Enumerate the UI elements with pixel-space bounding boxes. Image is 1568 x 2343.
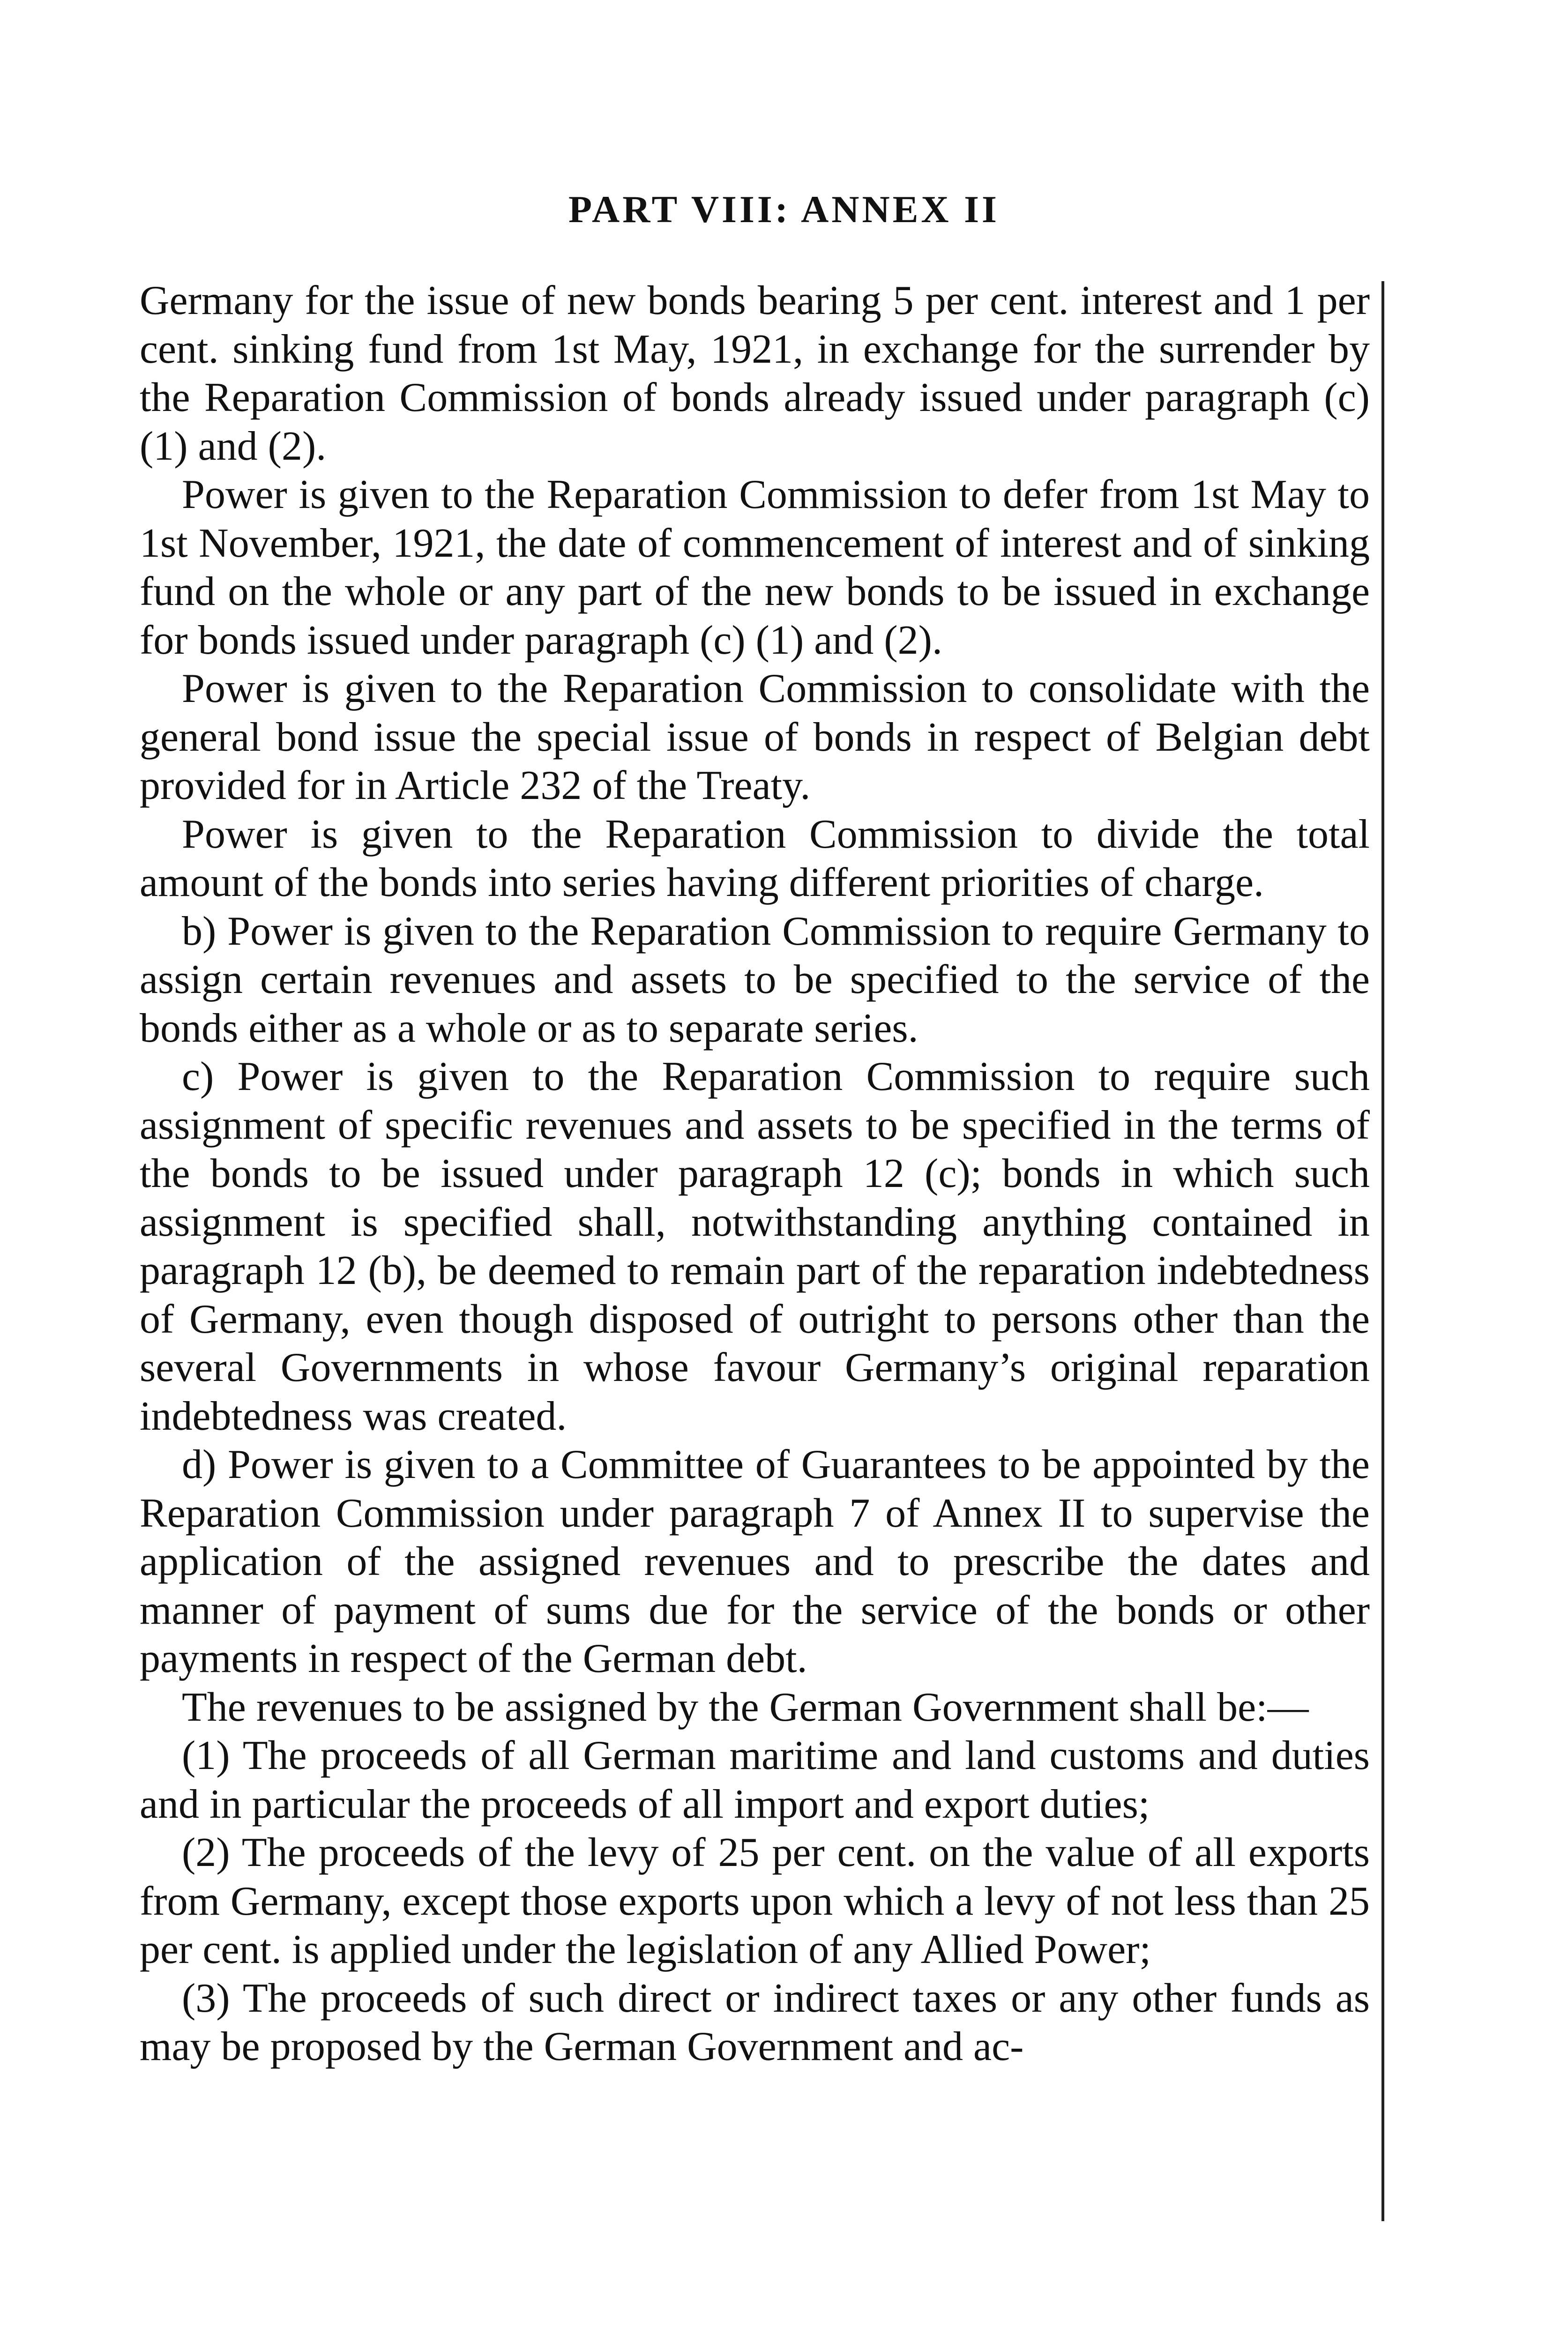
paragraph-revenues-intro: The revenues to be assigned by the German Government shall be:—: [182, 1684, 1309, 1730]
paragraph-defer-interest: Power is given to the Reparation Commission to defer from 1st May to 1st November, 1921, the date of commencement of interest and of sinking fund on the whole or any part of the new bonds to be issued in exchange for bonds issued under paragraph (c) (1) and (2).: [140, 472, 1370, 663]
paragraph-consolidate-belgian-debt: Power is given to the Reparation Commission to consolidate with the general bond issue the special issue of bonds in respect of Belgian debt provided for in Article 232 of the Treaty.: [140, 666, 1370, 808]
paragraph-b-assign-revenues: b) Power is given to the Reparation Commission to require Germany to assign certain revenues and assets to be specified to the service of the bonds either as a whole or as to separate series.: [140, 908, 1370, 1051]
list-item-customs: (1) The proceeds of all German maritime and land customs and duties and in particular the proceeds of all import and export duties;: [140, 1733, 1370, 1827]
running-head: PART VIII: ANNEX II: [568, 188, 1000, 231]
paragraph-continuation: Germany for the issue of new bonds bearing 5 per cent. interest and 1 per cent. sinking fund from 1st May, 1921, in exchange for the surrender by the Reparation Commission of bonds already issued under paragraph (c) (1) and (2).: [140, 278, 1370, 469]
list-item-export-levy: (2) The proceeds of the levy of 25 per cent. on the value of all exports from Germany, except those exports upon which a levy of not less than 25 per cent. is applied under the legislation of any Allied Power;: [140, 1830, 1370, 1972]
list-item-taxes: (3) The proceeds of such direct or indirect taxes or any other funds as may be proposed by the German Government and ac-: [140, 1975, 1370, 2069]
paragraph-c-specific-assignment: c) Power is given to the Reparation Commission to require such assignment of specific revenues and assets to be specified in the terms of the bonds to be issued under paragraph 12 (c); bonds in which such assignment is specified shall, notwithstanding anything contained in paragraph 12 (b), be deemed to remain part of the reparation indebtedness of Germany, even though disposed of outright to persons other than the several Governments in whose favour Germany’s original reparation indebtedness was created.: [140, 1054, 1370, 1439]
paragraph-divide-series: Power is given to the Reparation Commission to divide the total amount of the bonds into series having different priorities of charge.: [140, 811, 1370, 905]
margin-rule: [1381, 281, 1384, 2221]
body-text: [140, 276, 1370, 2071]
paragraph-d-committee-of-guarantees: d) Power is given to a Committee of Guarantees to be appointed by the Reparation Commission under paragraph 7 of Annex II to supervise the application of the assigned revenues and to prescribe the dates and manner of payment of sums due for the service of the bonds or other payments in respect of the German debt.: [140, 1442, 1370, 1681]
